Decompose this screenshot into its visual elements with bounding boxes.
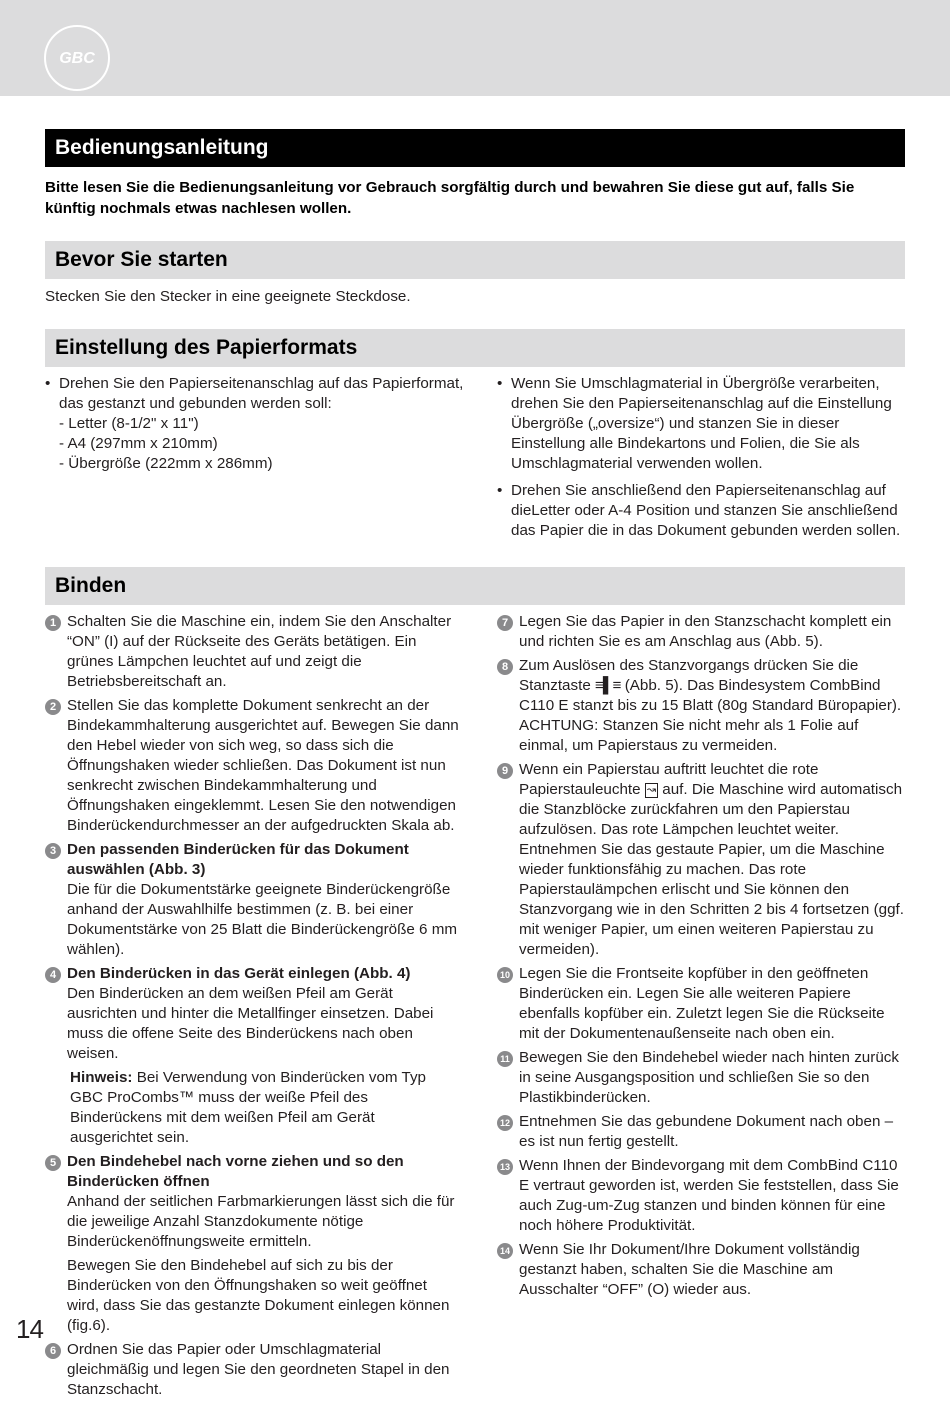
before-text: Stecken Sie den Stecker in eine geeignete Steckdose. xyxy=(45,288,411,305)
paper-bullet xyxy=(45,374,465,414)
paper-bullet xyxy=(497,374,907,474)
step-text: Wenn ein Papierstau auftritt leuchtet die rote Papierstauleuchte xyxy=(519,761,819,798)
step-number: 6 xyxy=(45,1343,61,1359)
step-number: 13 xyxy=(497,1159,513,1175)
step-number: 3 xyxy=(45,843,61,859)
step-number: 9 xyxy=(497,763,513,779)
step-text-2: (Abb. 5). Das Bindesystem CombBind C110 E stanzt bis zu 15 Blatt (80g Standard Büropapier). ACHTUNG: Stanzen Sie nicht mehr als 1 Folie auf einmal, um Papierstaus zu vermeiden. xyxy=(519,677,902,754)
binden-left-column xyxy=(45,612,460,1404)
bullet-dot: • xyxy=(45,375,51,392)
page-number: 14 xyxy=(16,1314,43,1344)
logo-text: GBC xyxy=(59,50,95,67)
paper-size-item: - Letter (8-1/2" x 11") xyxy=(59,415,199,432)
paper-size-item: - A4 (297mm x 210mm) xyxy=(59,435,218,452)
hint-note xyxy=(67,1068,460,1148)
step-number: 10 xyxy=(497,967,513,983)
step-13 xyxy=(497,1156,907,1236)
step-1 xyxy=(45,612,460,692)
step-12 xyxy=(497,1112,907,1152)
binden-right-column xyxy=(497,612,907,1304)
paper-heading: Einstellung des Papierformats xyxy=(45,329,905,367)
step-text: Ordnen Sie das Papier oder Umschlagmaterial gleichmäßig und legen Sie den geordneten Stapel in den Stanzschacht. xyxy=(67,1341,450,1398)
step-text: Legen Sie das Papier in den Stanzschacht komplett ein und richten Sie es am Anschlag aus (Abb. 5). xyxy=(519,613,892,650)
step-number: 2 xyxy=(45,699,61,715)
step-text: Den Binderücken an dem weißen Pfeil am Gerät ausrichten und hinter die Metallfinger einsetzen. Dabei muss die offene Seite des Binderückens nach oben weisen. xyxy=(67,985,434,1062)
step-number: 11 xyxy=(497,1051,513,1067)
gbc-logo-mark xyxy=(52,43,102,73)
step-number: 5 xyxy=(45,1155,61,1171)
page-title: Bedienungsanleitung xyxy=(45,129,905,167)
step-text: Schalten Sie die Maschine ein, indem Sie den Anschalter “ON” (I) auf der Rückseite des Geräts betätigen. Ein grünes Lämpchen leuchtet auf und zeigt die Betriebsbereitschaft an. xyxy=(67,613,452,690)
hint-text: Bei Verwendung von Binderücken vom Typ GBC ProCombs™ muss der weiße Pfeil des Binderückens mit dem weißen Pfeil am Gerät ausgerichtet sein. xyxy=(70,1069,426,1146)
header-band xyxy=(0,0,950,96)
before-heading: Bevor Sie starten xyxy=(45,241,905,279)
hint-label: Hinweis: xyxy=(70,1069,133,1086)
step-7 xyxy=(497,612,907,652)
paper-bullet-text: Drehen Sie den Papierseitenanschlag auf das Papierformat, das gestanzt und gebunden werden soll: xyxy=(59,375,464,412)
punch-key-icon: ≡▌≡ xyxy=(595,677,621,694)
step-number: 8 xyxy=(497,659,513,675)
gbc-logo xyxy=(44,25,110,91)
step-10 xyxy=(497,964,907,1044)
step-number: 4 xyxy=(45,967,61,983)
binden-heading: Binden xyxy=(45,567,905,605)
paper-jam-icon: ↝ xyxy=(646,784,657,796)
step-number: 7 xyxy=(497,615,513,631)
paper-left-column xyxy=(45,374,465,474)
step-8 xyxy=(497,656,907,756)
step-text: Legen Sie die Frontseite kopfüber in den geöffneten Binderücken ein. Legen Sie alle weiteren Papiere ebenfalls kopfüber ein. Zuletzt legen Sie die Rückseite mit der Dokumentenaußenseite nach oben ein. xyxy=(519,965,885,1042)
paper-bullet-text: Wenn Sie Umschlagmaterial in Übergröße verarbeiten, drehen Sie den Papierseitenanschlag auf die Einstellung Übergröße („oversize“) und stanzen Sie in dieser Einstellung alle Bindekartons und Folien, die Sie als Umschlagmaterial verwenden wollen. xyxy=(511,375,892,472)
step-11 xyxy=(497,1048,907,1108)
step-number: 12 xyxy=(497,1115,513,1131)
step-text: Zum Auslösen des Stanzvorgangs drücken Sie die Stanztaste xyxy=(519,657,859,694)
step-14 xyxy=(497,1240,907,1300)
step-text: Bewegen Sie den Bindehebel wieder nach hinten zurück in seine Ausgangsposition und schließen Sie so den Plastikbinderücken. xyxy=(519,1049,899,1106)
step-text: Stellen Sie das komplette Dokument senkrecht an der Bindekammhalterung ausgerichtet auf. Bewegen Sie dann den Hebel wieder von sich weg, so dass sich die Öffnungshaken wieder schließen. Das Dokument ist nun senkrecht zwischen Bindekammhalterung und Öffnungshaken eingeklemmt. Lesen Sie den notwendigen Binderückendurchmesser an der aufgedruckten Skala ab. xyxy=(67,697,459,834)
paper-right-column xyxy=(497,374,907,541)
intro-text: Bitte lesen Sie die Bedienungsanleitung vor Gebrauch sorgfältig durch und bewahren Sie diese gut auf, falls Sie künftig nochmals etwas nachlesen wollen. xyxy=(45,179,855,217)
step-5 xyxy=(45,1152,460,1336)
step-title: Den Bindehebel nach vorne ziehen und so den Binderücken öffnen xyxy=(67,1153,404,1190)
step-number: 14 xyxy=(497,1243,513,1259)
step-9 xyxy=(497,760,907,960)
step-text-2: auf. Die Maschine wird automatisch die Stanzblöcke zurückfahren um den Papierstau aufzulösen. Das rote Lämpchen leuchtet weiter. Entnehmen Sie das gestaute Papier, um die Maschine wieder funktionsfähig zu machen. Das rote Papierstaulämpchen erlischt und Sie können den Stanzvorgang wie in den Schritten 2 bis 4 fortsetzen (ggf. mit weniger Papier, um einen weiteren Papierstau zu vermeiden). xyxy=(519,781,904,958)
paper-size-item: - Übergröße (222mm x 286mm) xyxy=(59,455,273,472)
step-number: 1 xyxy=(45,615,61,631)
step-text: Die für die Dokumentstärke geeignete Binderückengröße anhand der Auswahlhilfe bestimmen (z. B. bei einer Dokumentstärke von 25 Blatt die Binderückengröße 6 mm wählen). xyxy=(67,881,458,958)
step-text: Anhand der seitlichen Farbmarkierungen lässt sich die für die jeweilige Anzahl Stanzdokumente nötige Binderückenöffnungsweite ermitteln. xyxy=(67,1193,455,1250)
step-6 xyxy=(45,1340,460,1400)
paper-bullet xyxy=(497,481,907,541)
step-4 xyxy=(45,964,460,1148)
step-text: Entnehmen Sie das gebundene Dokument nach oben – es ist nun fertig gestellt. xyxy=(519,1113,894,1150)
step-2 xyxy=(45,696,460,836)
paper-bullet-text: Drehen Sie anschließend den Papierseitenanschlag auf dieLetter oder A-4 Position und stanzen Sie anschließend das Papier die in das Dokument gebunden werden sollen. xyxy=(511,482,901,539)
bullet-dot: • xyxy=(497,482,503,499)
step-3 xyxy=(45,840,460,960)
step-text-2: Bewegen Sie den Bindehebel auf sich zu bis der Binderücken von den Öffnungshaken so weit geöffnet wird, dass Sie das gestanzte Dokument einlegen können (fig.6). xyxy=(67,1257,450,1334)
step-title: Den Binderücken in das Gerät einlegen (Abb. 4) xyxy=(67,965,411,982)
bullet-dot: • xyxy=(497,375,503,392)
step-text: Wenn Ihnen der Bindevorgang mit dem CombBind C110 E vertraut geworden ist, werden Sie feststellen, dass Sie auch Zug-um-Zug stanzen und binden können für eine noch höhere Produktivität. xyxy=(519,1157,899,1234)
step-text: Wenn Sie Ihr Dokument/Ihre Dokument vollständig gestanzt haben, schalten Sie die Maschine am Ausschalter “OFF” (O) wieder aus. xyxy=(519,1241,860,1298)
step-title: Den passenden Binderücken für das Dokument auswählen (Abb. 3) xyxy=(67,841,409,878)
